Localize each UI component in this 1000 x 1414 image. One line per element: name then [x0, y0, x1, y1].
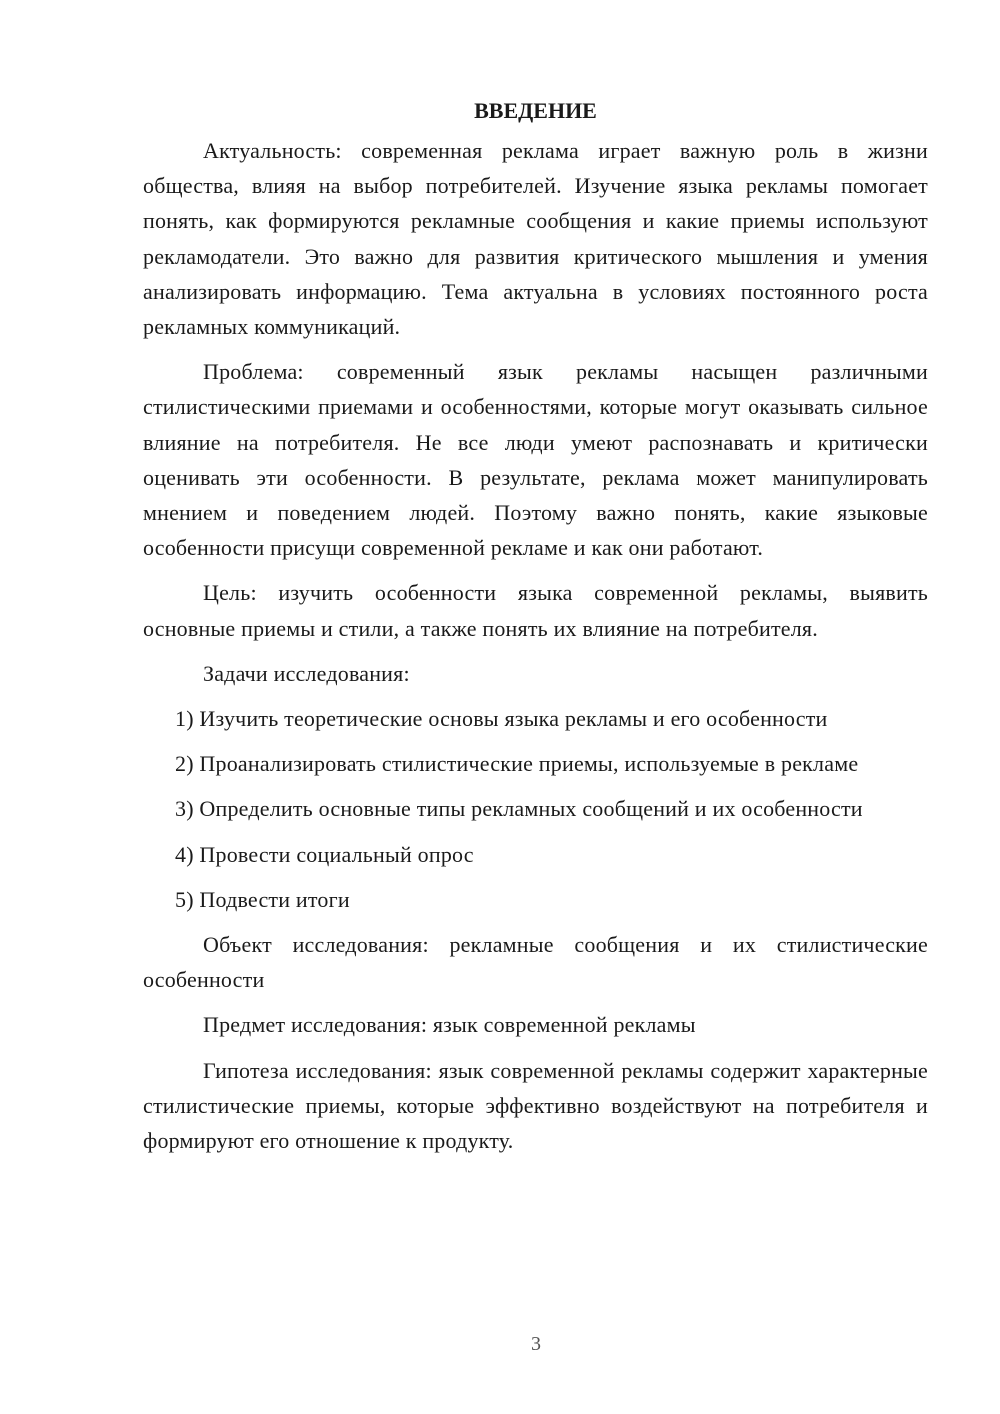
tasks-heading: Задачи исследования:: [203, 660, 410, 686]
task-item-5: 5) Подвести итоги: [175, 886, 350, 912]
paragraph-goal: Цель: изучить особенности языка современной рекламы, выявить основные приемы и стили, а также понять их влияние на потребителя.: [143, 580, 928, 641]
task-item-1: 1) Изучить теоретические основы языка рекламы и его особенности: [175, 706, 828, 732]
paragraph-problem: Проблема: современный язык рекламы насыщен различными стилистическими приемами и особенностями, которые могут оказывать сильное влияние на потребителя. Не все люди умеют распознавать и критически оценивать эти особенности. В результате, реклама может манипулировать мнением и поведением людей. Поэтому важно понять, какие языковые особенности присущи современной рекламе и как они работают.: [143, 359, 928, 561]
task-item-3: 3) Определить основные типы рекламных сообщений и их особенности: [175, 796, 863, 822]
page-number: 3: [531, 1333, 541, 1355]
page-content: [143, 93, 928, 1168]
paragraph-relevance: Актуальность: современная реклама играет важную роль в жизни общества, влияя на выбор потребителей. Изучение языка рекламы помогает понять, как формируются рекламные сообщения и какие приемы используют рекламодатели. Это важно для развития критического мышления и умения анализировать информацию. Тема актуальна в условиях постоянного роста рекламных коммуникаций.: [143, 138, 928, 340]
paragraph-subject: Предмет исследования: язык современной рекламы: [203, 1012, 696, 1038]
paragraph-hypothesis: Гипотеза исследования: язык современной рекламы содержит характерные стилистические приемы, которые эффективно воздействуют на потребителя и формируют его отношение к продукту.: [143, 1057, 928, 1154]
paragraph-object: Объект исследования: рекламные сообщения и их стилистические особенности: [143, 932, 928, 993]
page-title: ВВЕДЕНИЕ: [474, 98, 597, 123]
task-item-4: 4) Провести социальный опрос: [175, 841, 474, 867]
task-item-2: 2) Проанализировать стилистические приемы, используемые в рекламе: [175, 751, 859, 777]
